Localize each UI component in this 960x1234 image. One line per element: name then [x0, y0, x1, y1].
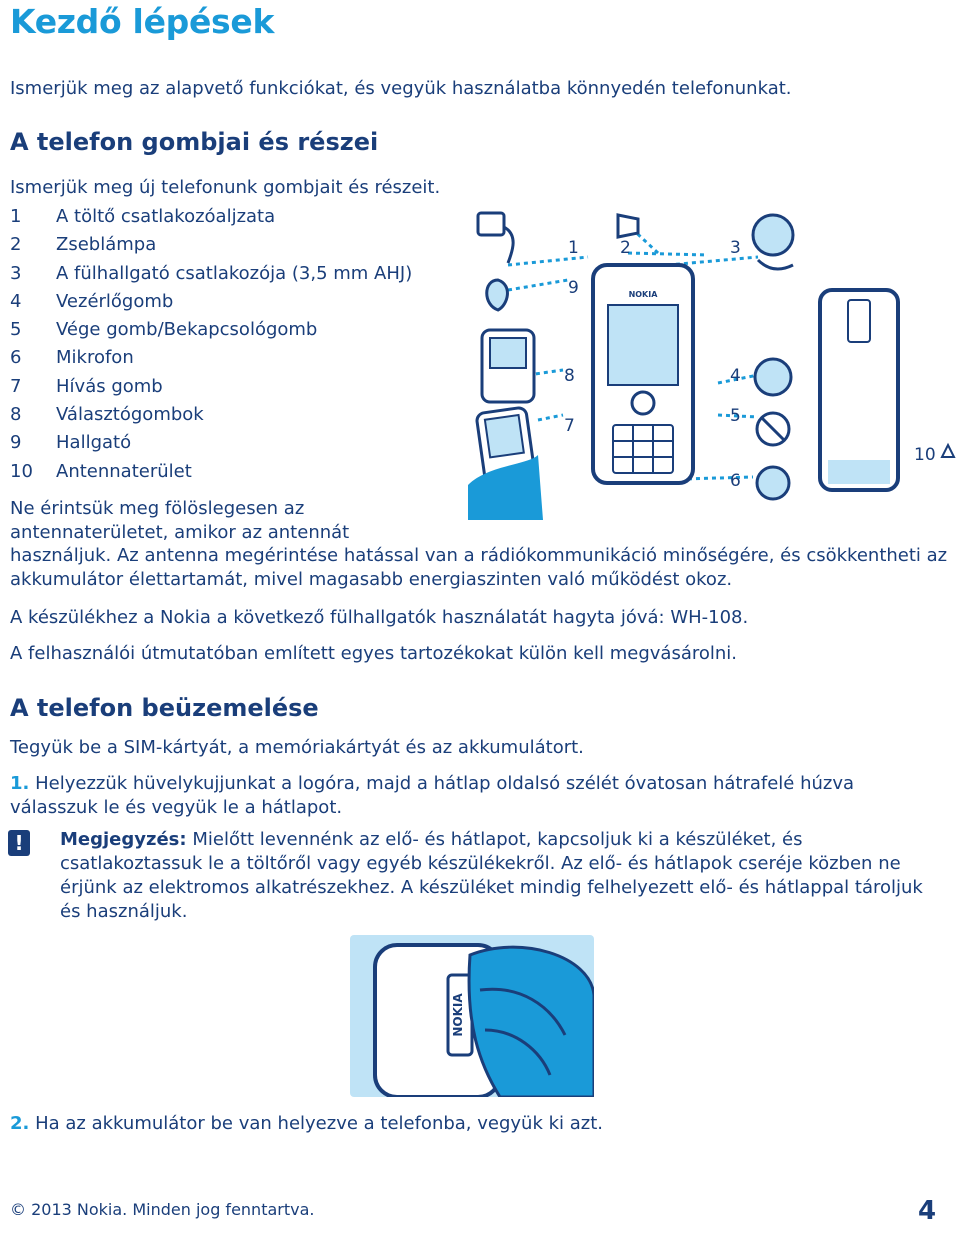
callout-label: 2 [620, 238, 631, 258]
page-number: 4 [918, 1196, 937, 1226]
callout-label: 8 [564, 366, 575, 386]
intro-text: Ismerjük meg az alapvető funkciókat, és vegyük használatba könnyedén telefonunkat. [10, 78, 792, 99]
list-item: 2 Zseblámpa [10, 234, 157, 256]
callout-label: 3 [730, 238, 741, 258]
callout-label: 4 [730, 366, 741, 386]
list-item: 10 Antennaterület [10, 460, 192, 482]
callout-label: 1 [568, 238, 579, 258]
parts-list [10, 206, 412, 489]
callout-label: 6 [730, 471, 741, 491]
charger-icon [478, 213, 504, 235]
list-item: 9 Hallgató [10, 432, 132, 454]
page-title: Kezdő lépések [10, 2, 275, 41]
hand-illustration [469, 947, 594, 1097]
section-heading-parts: A telefon gombjai és részei [10, 128, 379, 156]
list-item: 4 Vezérlőgomb [10, 290, 174, 312]
callout-label: 7 [564, 416, 575, 436]
warning-icon: ! [8, 830, 30, 856]
step-1: 1. Helyezzük hüvelykujjunkat a logóra, majd a hátlap oldalsó szélét óvatosan hátrafelé húzva válasszuk le és vegyük le a hátlapot. [10, 773, 855, 818]
section-heading-setup: A telefon beüzemelése [10, 694, 319, 722]
list-item: 3 A fülhallgató csatlakozója (3,5 mm AHJ) [10, 262, 413, 284]
microphone-icon [757, 467, 789, 499]
ear-icon [487, 280, 508, 310]
antenna-notice: Ne érintsük meg fölöslegesen az antennaterületet, amikor az antennát használjuk. Az antenna megérintése hatással van a rádiókommunikáció minőségére, és csökkentheti az akkumulátor élettartamát, mivel magasabb energiaszinten való működést okoz. [10, 498, 948, 590]
navigation-key-icon [755, 359, 791, 395]
accessories-notice: A felhasználói útmutatóban említett egyes tartozékokat külön kell megvásárolni. [10, 643, 738, 664]
setup-intro: Tegyük be a SIM-kártyát, a memóriakártyát és az akkumulátort. [10, 737, 584, 758]
list-item: 8 Választógombok [10, 404, 204, 426]
flashlight-icon [618, 215, 638, 237]
phone-parts-illustration [468, 205, 960, 520]
headset-icon [753, 215, 793, 255]
step-2: 2. Ha az akkumulátor be van helyezve a telefonba, vegyük ki azt. [10, 1113, 604, 1134]
svg-text:NOKIA: NOKIA [451, 993, 465, 1037]
note-block: Megjegyzés: Mielőtt levennénk az elő- és hátlapot, kapcsoljuk ki a készüléket, és csatlakoztassuk le a töltőről vagy egyéb készülékekről. Az elő- és hátlapok cseréje közben ne érjünk az elektromos alkatrészekhez. A készüléket mindig felhelyezett elő- és hátlappal tároljuk és használjuk. [60, 829, 923, 922]
list-item: 7 Hívás gomb [10, 375, 163, 397]
back-cover-removal-illustration [350, 935, 594, 1097]
headset-notice: A készülékhez a Nokia a következő fülhallgatók használatát hagyta jóvá: WH-108. [10, 607, 749, 628]
copyright: © 2013 Nokia. Minden jog fenntartva. [10, 1200, 315, 1219]
callout-label: 9 [568, 278, 579, 298]
list-item: 6 Mikrofon [10, 347, 134, 369]
svg-text:NOKIA: NOKIA [628, 290, 658, 299]
section-subtitle: Ismerjük meg új telefonunk gombjait és részeit. [10, 177, 441, 198]
list-item: 1 A töltő csatlakozóaljzata [10, 206, 276, 227]
list-item: 5 Vége gomb/Bekapcsológomb [10, 319, 318, 341]
callout-label: 10 [914, 445, 936, 465]
antenna-icon [942, 445, 954, 457]
callout-label: 5 [730, 406, 741, 426]
